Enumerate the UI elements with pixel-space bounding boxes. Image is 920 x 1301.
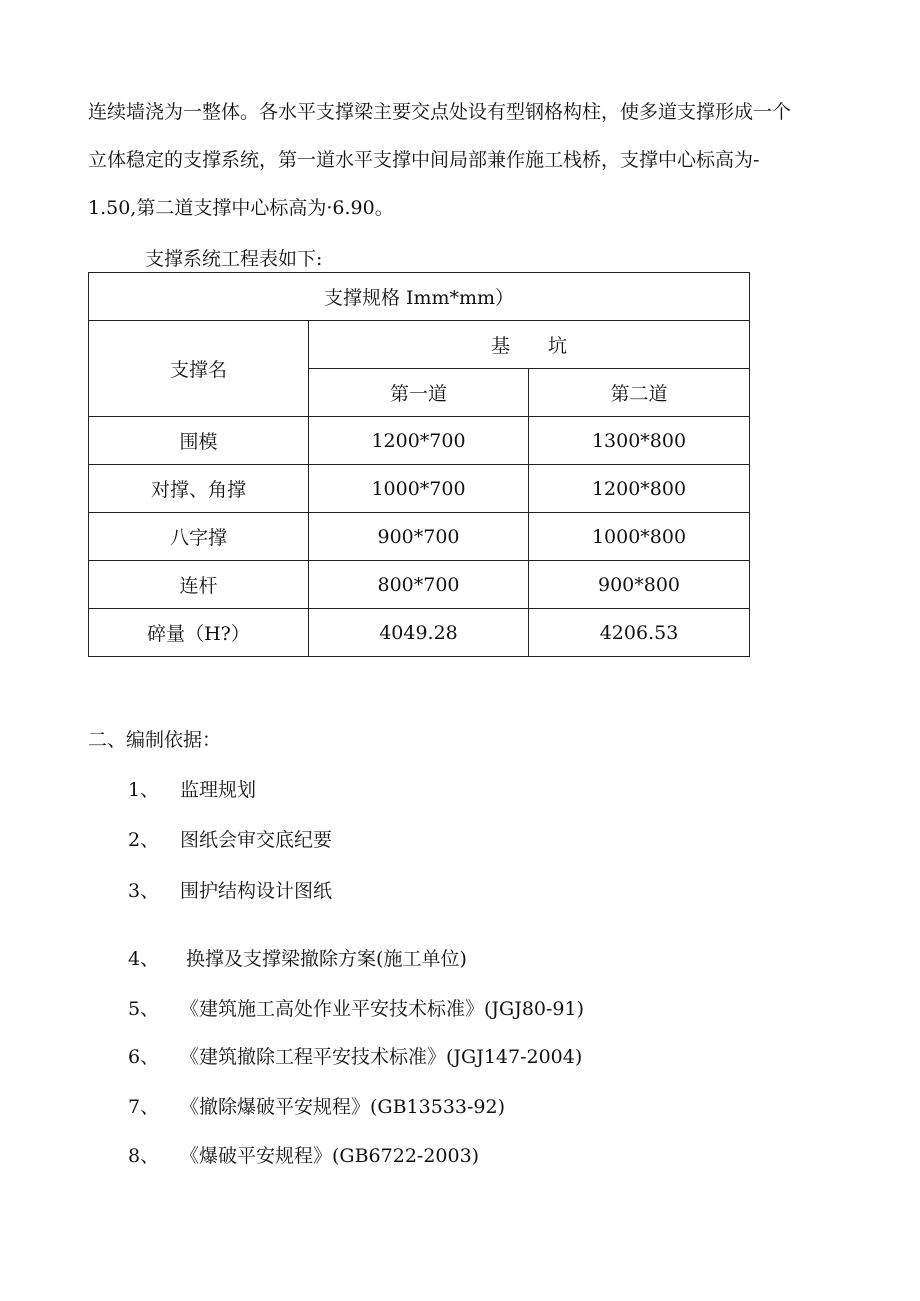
list-item [128,879,332,903]
row-value-1: 800*700 [309,561,529,609]
list-number: 4、 [128,948,160,970]
row-name: 对撑、角撑 [89,465,309,513]
list-text: 《爆破平安规程》(GB6722-2003) [180,1145,480,1167]
list-item [128,1144,479,1168]
row-value-2: 900*800 [529,561,750,609]
table-row [89,609,750,657]
row-value-1: 4049.28 [309,609,529,657]
row-name: 围模 [89,417,309,465]
table-title: 支撑规格 Imm*mm） [89,273,750,321]
list-item [128,778,256,802]
row-value-2: 1300*800 [529,417,750,465]
table-row [89,417,750,465]
list-number: 5、 [128,998,160,1020]
table-header-row [89,321,750,369]
row-value-2: 4206.53 [529,609,750,657]
list-item [128,828,332,852]
name-header: 支撑名 [89,321,309,417]
table-row [89,513,750,561]
list-item [128,1095,505,1119]
row-name: 八字撑 [89,513,309,561]
list-text: 图纸会审交底纪要 [180,829,333,851]
table-row [89,465,750,513]
list-text: 《建筑施工高处作业平安技术标准》(JGJ80-91) [180,998,585,1020]
list-text: 《撤除爆破平安规程》(GB13533-92) [180,1096,506,1118]
row-value-1: 900*700 [309,513,529,561]
table-title-row [89,273,750,321]
table-caption: 支撑系统工程表如下: [145,248,323,270]
list-number: 2、 [128,829,160,851]
intro-paragraph [88,88,833,232]
list-item [128,1045,582,1069]
row-value-2: 1200*800 [529,465,750,513]
col1-header: 第一道 [309,369,529,417]
list-text: 《建筑撤除工程平安技术标准》(JGJ147-2004) [180,1046,583,1068]
list-text: 换撑及支撑梁撤除方案(施工单位) [180,948,467,970]
row-value-2: 1000*800 [529,513,750,561]
row-value-1: 1200*700 [309,417,529,465]
list-number: 6、 [128,1046,160,1068]
list-item [128,997,584,1021]
list-item [128,947,467,971]
row-value-1: 1000*700 [309,465,529,513]
row-name: 碎量（H?） [89,609,309,657]
list-text: 监理规划 [180,779,257,801]
list-number: 1、 [128,779,160,801]
support-spec-table [88,272,750,657]
intro-line-3: 1.50,第二道支撑中心标高为·6.90。 [88,197,394,219]
list-number: 8、 [128,1145,160,1167]
intro-line-2: 立体稳定的支撑系统，第一道水平支撑中间局部兼作施工栈桥，支撑中心标高为- [88,149,760,171]
list-text: 围护结构设计图纸 [180,880,333,902]
group-header: 基 坑 [309,321,750,369]
col2-header: 第二道 [529,369,750,417]
list-number: 3、 [128,880,160,902]
list-number: 7、 [128,1096,160,1118]
row-name: 连杆 [89,561,309,609]
section-title: 二、编制依据： [88,729,222,751]
intro-line-1: 连续墙浇为一整体。各水平支撑梁主要交点处设有型钢格构柱，使多道支撑形成一个 [88,101,792,123]
table-row [89,561,750,609]
